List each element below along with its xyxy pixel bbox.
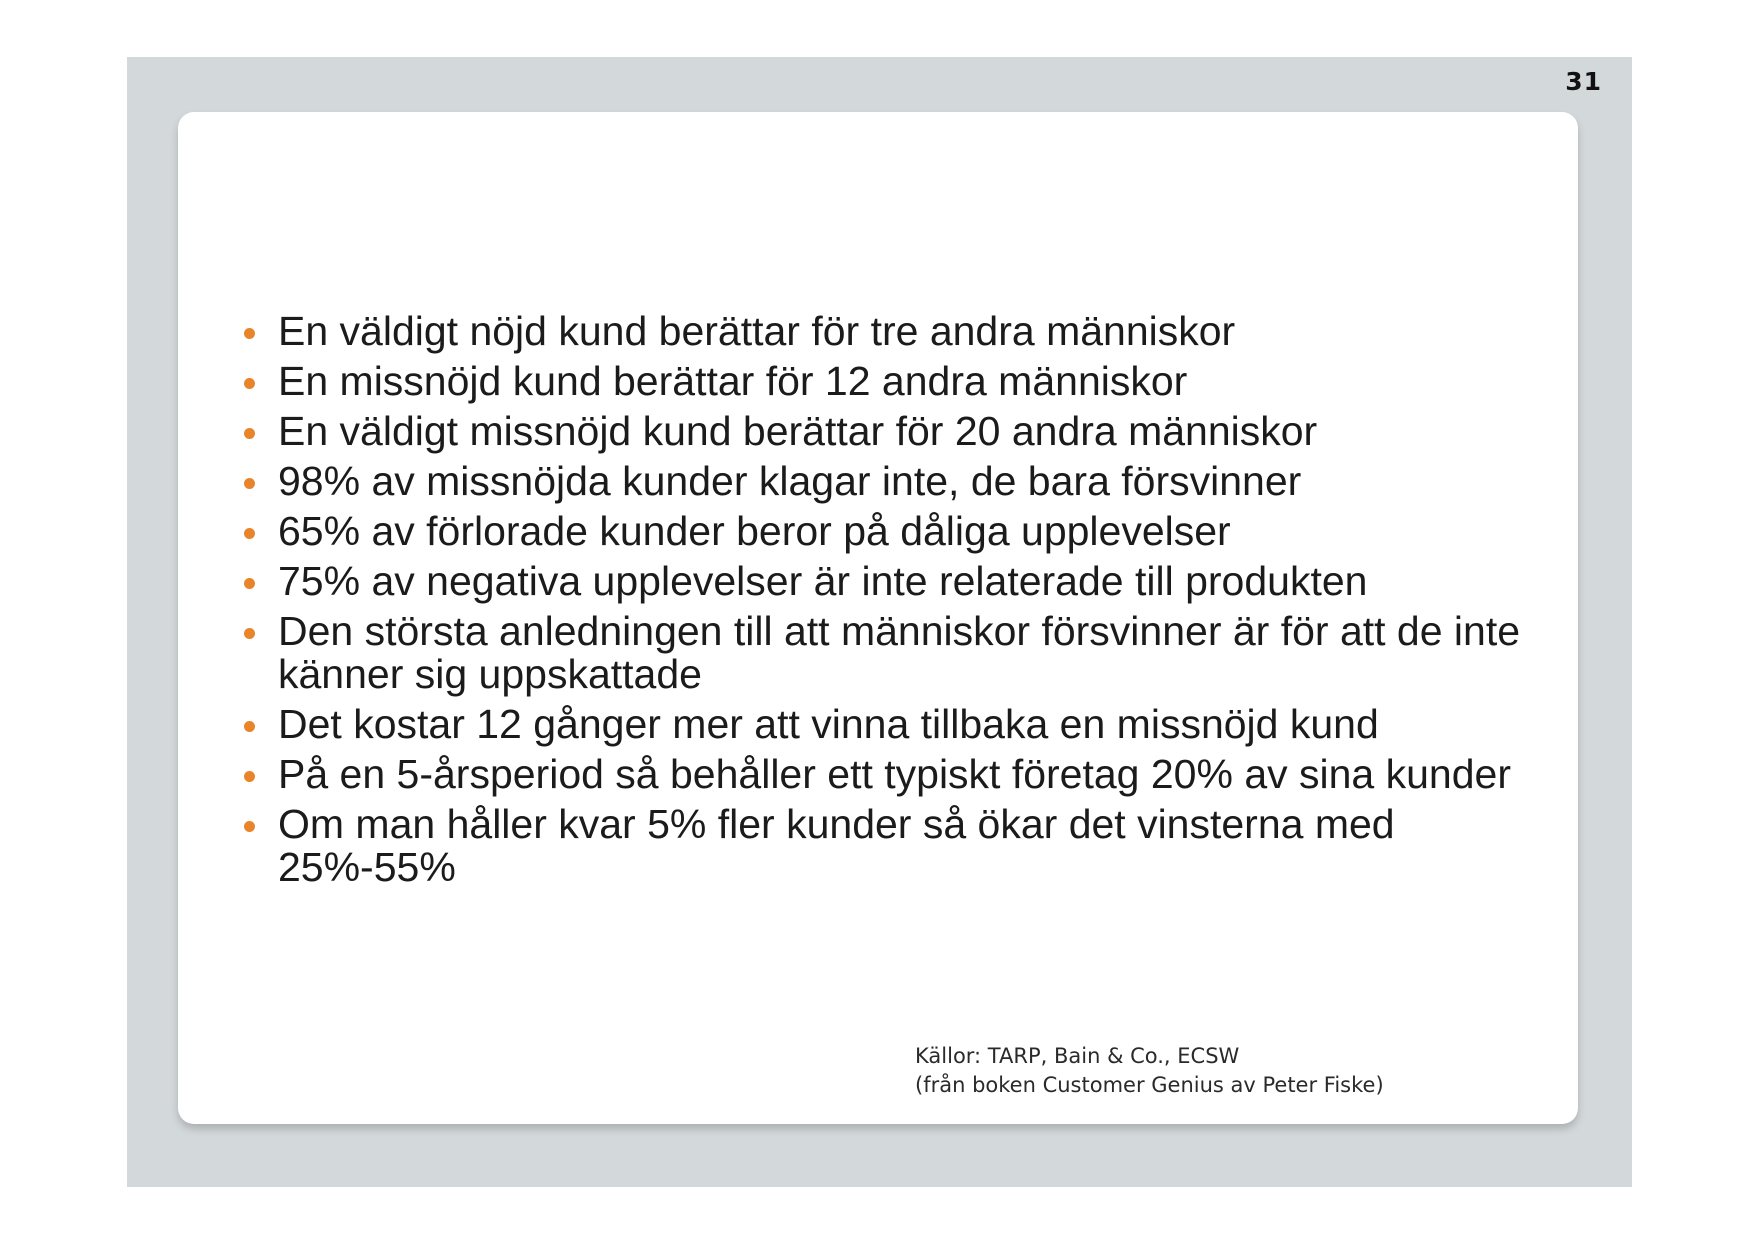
bullet-item — [236, 703, 1566, 746]
bullet-dot-icon — [244, 578, 255, 589]
bullet-dot-icon — [244, 528, 255, 539]
bullet-item — [236, 560, 1566, 603]
sources-line: (från boken Customer Genius av Peter Fiske) — [915, 1073, 1384, 1097]
bullet-item — [236, 753, 1566, 796]
bullet-text: Om man håller kvar 5% fler kunder så ökar det vinsterna med 25%-55% — [278, 801, 1395, 890]
bullet-dot-icon — [244, 378, 255, 389]
bullet-item — [236, 510, 1566, 553]
sources-note — [915, 1042, 1384, 1100]
bullet-item — [236, 410, 1566, 453]
bullet-text: Den största anledningen till att människor försvinner är för att de inte känner sig uppskattade — [278, 608, 1521, 697]
bullet-text: En missnöjd kund berättar för 12 andra människor — [278, 358, 1188, 404]
bullet-dot-icon — [244, 721, 255, 732]
slide-card — [178, 112, 1578, 1124]
bullet-dot-icon — [244, 328, 255, 339]
bullet-dot-icon — [244, 771, 255, 782]
bullet-text: 65% av förlorade kunder beror på dåliga upplevelser — [278, 508, 1231, 554]
bullet-dot-icon — [244, 821, 255, 832]
bullet-text: På en 5-årsperiod så behåller ett typiskt företag 20% av sina kunder — [278, 751, 1511, 797]
bullet-item — [236, 310, 1566, 353]
bullet-item — [236, 460, 1566, 503]
bullet-item — [236, 610, 1566, 696]
bullet-text: En väldigt missnöjd kund berättar för 20 andra människor — [278, 408, 1318, 454]
page-number: 31 — [1565, 67, 1602, 96]
bullet-text: 75% av negativa upplevelser är inte relaterade till produkten — [278, 558, 1368, 604]
bullet-dot-icon — [244, 628, 255, 639]
bullet-text: Det kostar 12 gånger mer att vinna tillbaka en missnöjd kund — [278, 701, 1379, 747]
bullet-item — [236, 803, 1566, 889]
bullet-item — [236, 360, 1566, 403]
bullet-dot-icon — [244, 428, 255, 439]
bullet-list — [236, 310, 1566, 896]
bullet-dot-icon — [244, 478, 255, 489]
slide-frame — [127, 57, 1632, 1187]
bullet-text: En väldigt nöjd kund berättar för tre andra människor — [278, 308, 1236, 354]
sources-line: Källor: TARP, Bain & Co., ECSW — [915, 1044, 1240, 1068]
bullet-text: 98% av missnöjda kunder klagar inte, de bara försvinner — [278, 458, 1302, 504]
